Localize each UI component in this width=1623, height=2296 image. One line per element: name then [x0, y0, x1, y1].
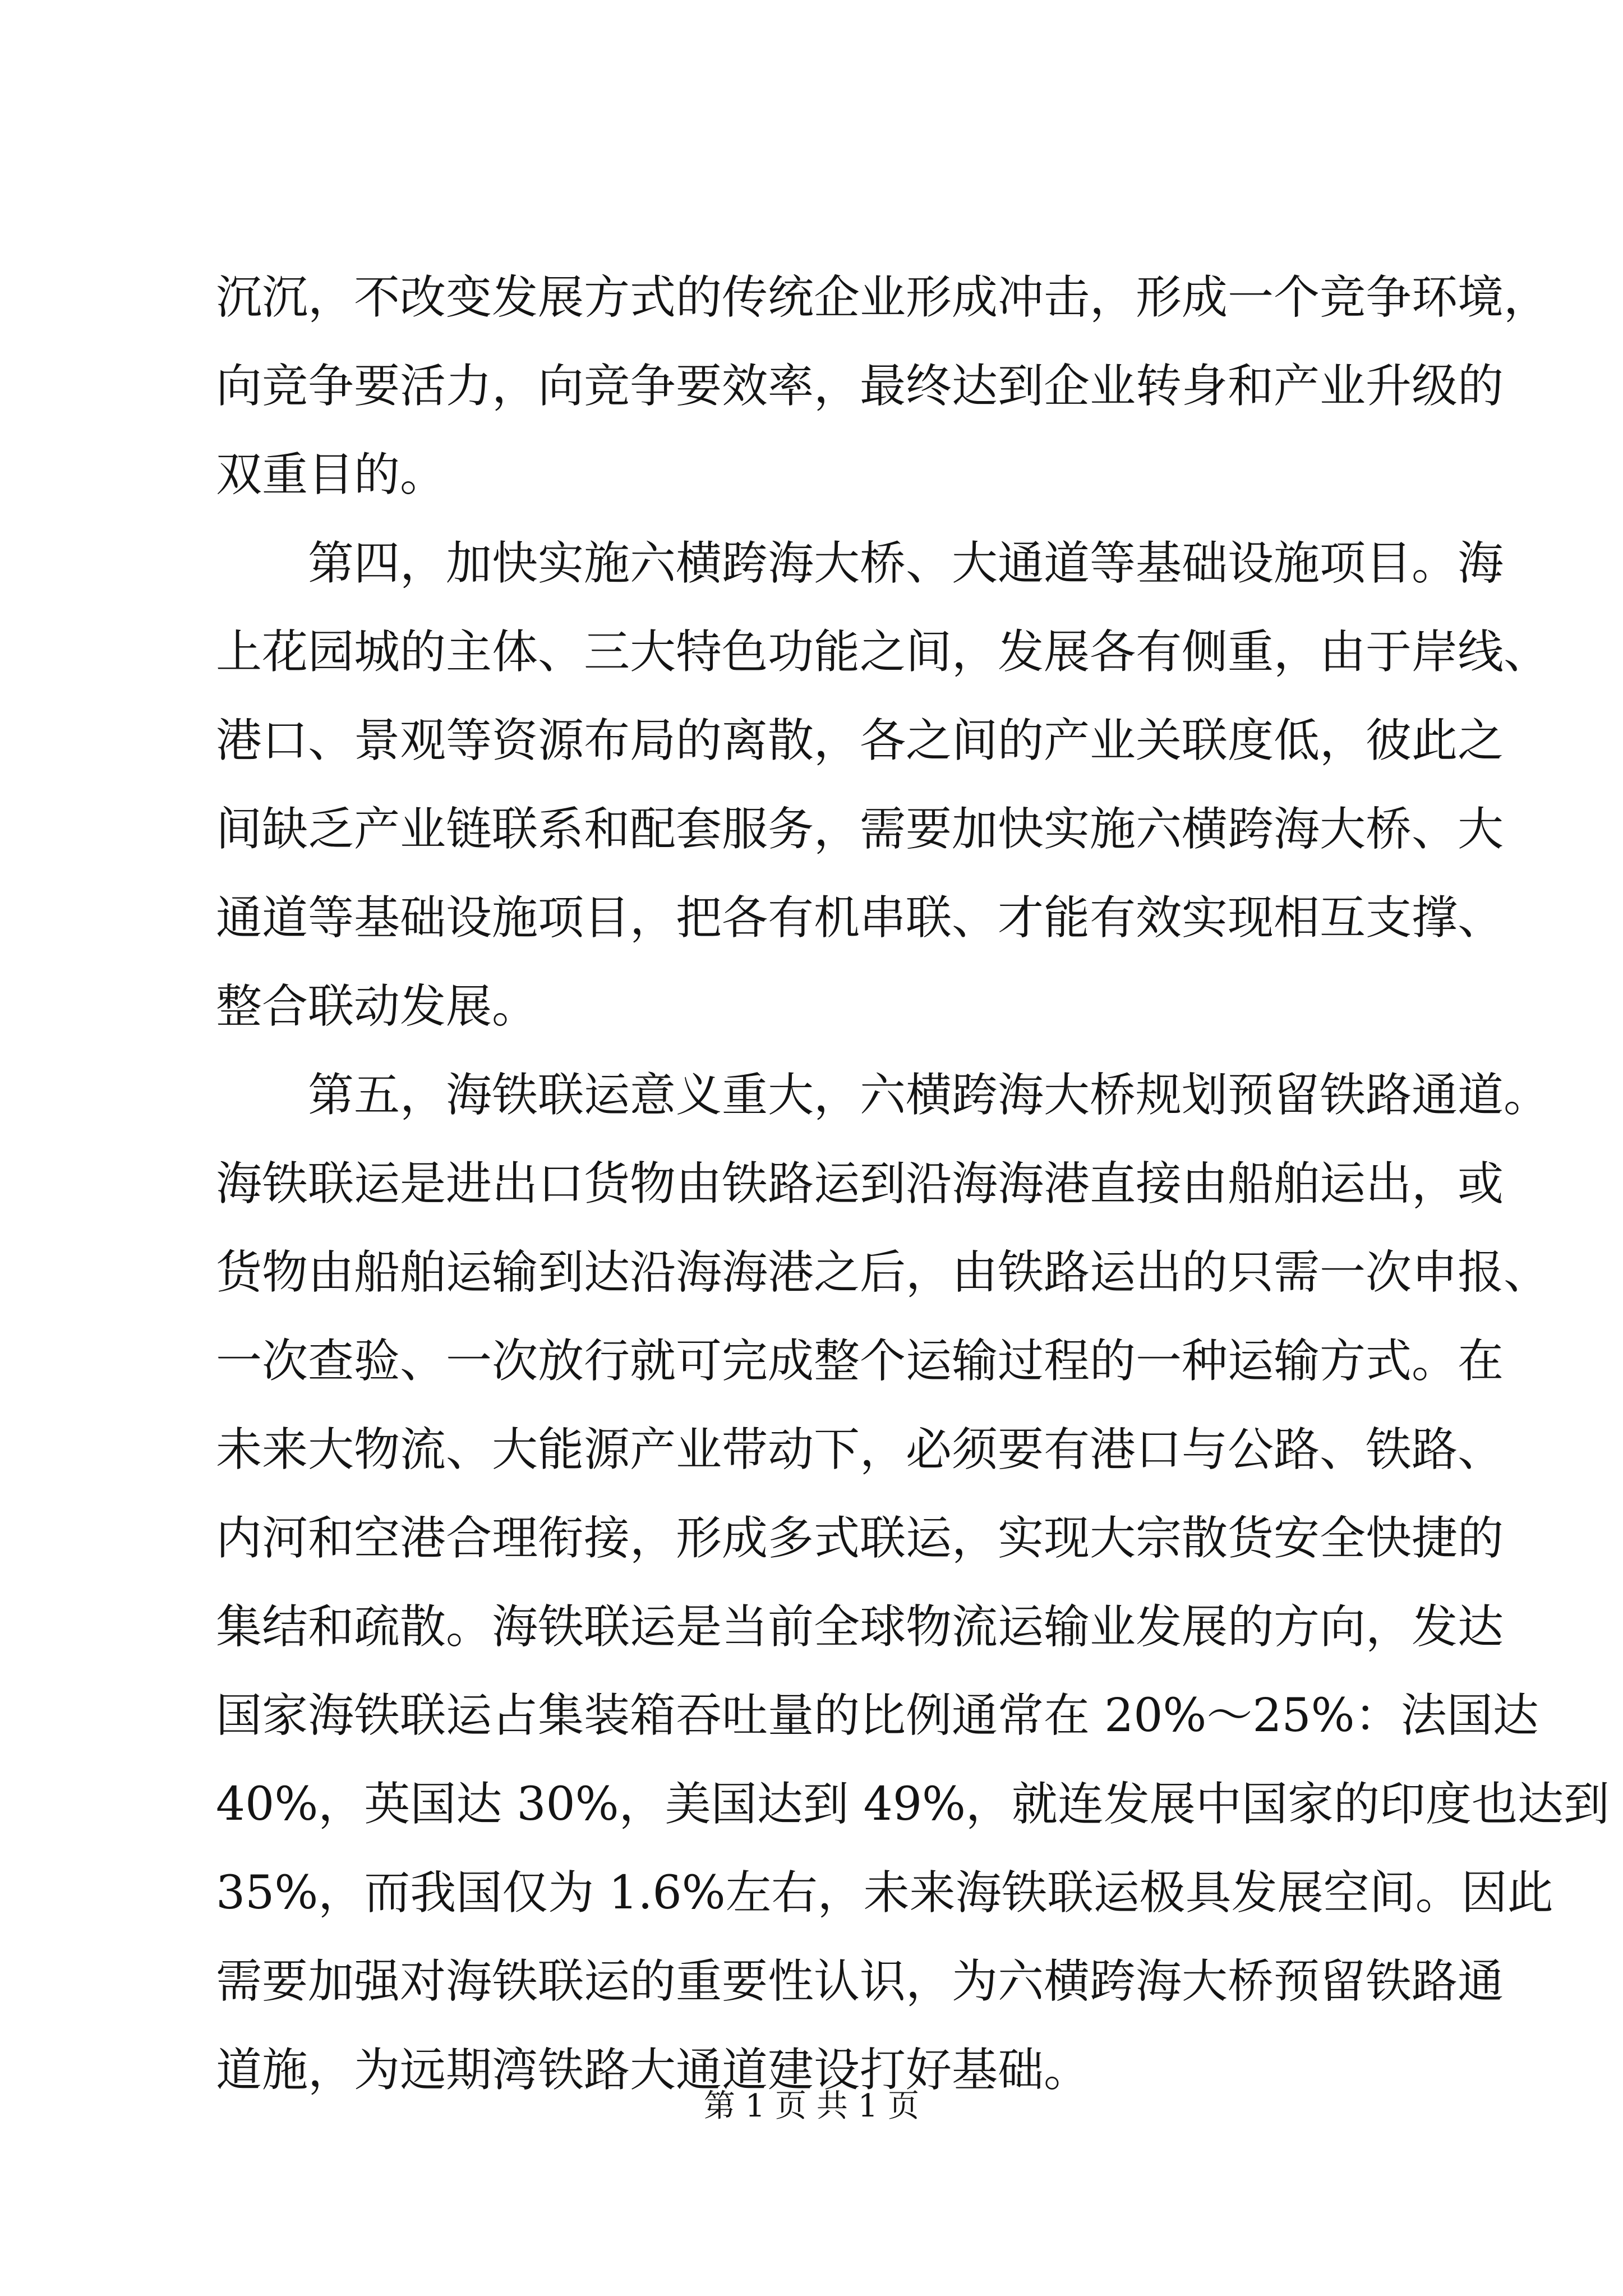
- text-line: 国家海铁联运占集装箱吞吐量的比例通常在 20%～25%：法国达: [216, 1689, 1539, 1742]
- page-footer: 第 1 页 共 1 页: [703, 2088, 920, 2124]
- text-line: 间缺乏产业链联系和配套服务，需要加快实施六横跨海大桥、大: [216, 803, 1504, 856]
- text-line: 第五，海铁联运意义重大，六横跨海大桥规划预留铁路通道。: [308, 1069, 1550, 1122]
- text-line: 35%，而我国仅为 1.6%左右，未来海铁联运极具发展空间。因此: [216, 1866, 1553, 1920]
- text-line: 道施，为远期湾铁路大通道建设打好基础。: [216, 2044, 1090, 2097]
- text-line: 一次查验、一次放行就可完成整个运输过程的一种运输方式。在: [216, 1335, 1504, 1388]
- text-line: 海铁联运是进出口货物由铁路运到沿海海港直接由船舶运出，或: [216, 1157, 1504, 1211]
- text-line: 第四，加快实施六横跨海大桥、大通道等基础设施项目。海: [308, 537, 1504, 590]
- text-line: 内河和空港合理衔接，形成多式联运，实现大宗散货安全快捷的: [216, 1512, 1504, 1565]
- text-line: 未来大物流、大能源产业带动下，必须要有港口与公路、铁路、: [216, 1423, 1504, 1476]
- text-line: 双重目的。: [216, 448, 446, 501]
- text-line: 沉沉，不改变发展方式的传统企业形成冲击，形成一个竞争环境，: [216, 271, 1550, 324]
- text-line: 港口、景观等资源布局的离散，各之间的产业关联度低，彼此之: [216, 714, 1504, 767]
- body-text: [216, 254, 1610, 2115]
- text-line: 集结和疏散。海铁联运是当前全球物流运输业发展的方向，发达: [216, 1600, 1504, 1654]
- text-line: 整合联动发展。: [216, 980, 538, 1033]
- text-line: 40%，英国达 30%，美国达到 49%，就连发展中国家的印度也达到: [216, 1778, 1610, 1831]
- text-line: 货物由船舶运输到达沿海海港之后，由铁路运出的只需一次申报、: [216, 1246, 1550, 1299]
- text-line: 向竞争要活力，向竞争要效率，最终达到企业转身和产业升级的: [216, 360, 1504, 413]
- text-line: 通道等基础设施项目，把各有机串联、才能有效实现相互支撑、: [216, 891, 1504, 945]
- text-line: 上花园城的主体、三大特色功能之间，发展各有侧重，由于岸线、: [216, 625, 1550, 679]
- text-line: 需要加强对海铁联运的重要性认识，为六横跨海大桥预留铁路通: [216, 1955, 1504, 2008]
